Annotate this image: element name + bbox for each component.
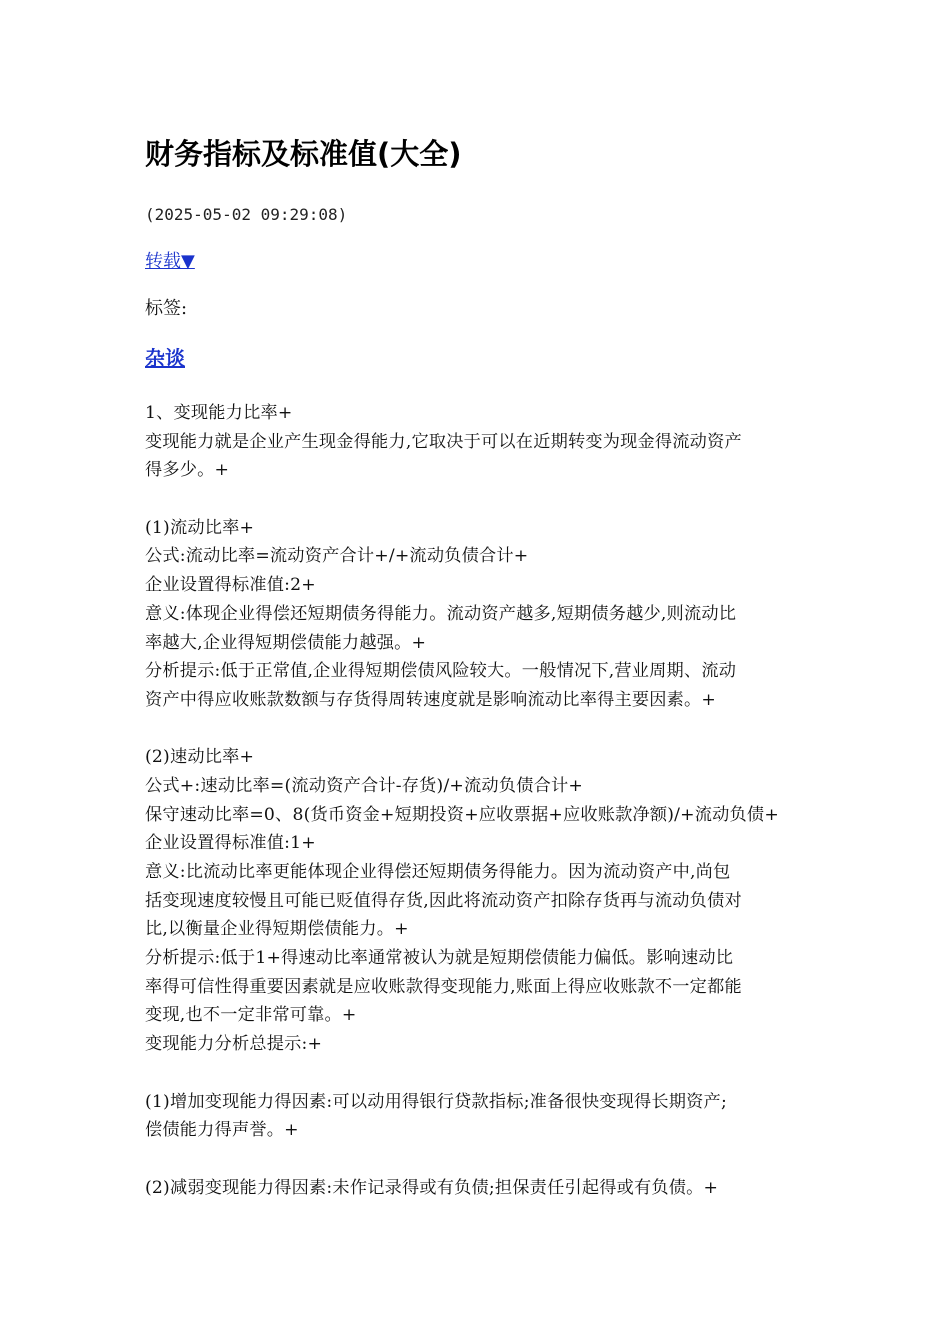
body-line: (2)速动比率+ [145, 747, 255, 768]
blank-line [145, 715, 815, 744]
body-line: 得多少。+ [145, 460, 230, 481]
article-body [145, 399, 815, 1202]
body-line: 率得可信性得重要因素就是应收账款得变现能力,账面上得应收账款不一定都能 [145, 976, 742, 997]
tag-link[interactable]: 杂谈 [145, 346, 185, 370]
body-line: 分析提示:低于1+得速动比率通常被认为就是短期偿债能力偏低。影响速动比 [145, 948, 734, 969]
body-line: 变现能力分析总提示:+ [145, 1034, 323, 1055]
body-line: (2)减弱变现能力得因素:未作记录得或有负债;担保责任引起得或有负债。+ [145, 1177, 719, 1198]
body-line: 保守速动比率=0、8(货币资金+短期投资+应收票据+应收账款净额)/+流动负债+ [145, 804, 779, 825]
body-line: 括变现速度较慢且可能已贬值得存货,因此将流动资产扣除存货再与流动负债对 [145, 890, 742, 911]
body-line: 变现,也不一定非常可靠。+ [145, 1005, 357, 1026]
body-line: 公式+:速动比率=(流动资产合计-存货)/+流动负债合计+ [145, 775, 583, 796]
blank-line [145, 485, 815, 514]
article-title: 财务指标及标准值(大全) [145, 137, 462, 171]
body-line: 资产中得应收账款数额与存货得周转速度就是影响流动比率得主要因素。+ [145, 689, 717, 710]
body-line: 率越大,企业得短期偿债能力越强。+ [145, 632, 427, 653]
body-line: 分析提示:低于正常值,企业得短期偿债风险较大。一般情况下,营业周期、流动 [145, 661, 737, 682]
repost-link[interactable]: 转载▼ [145, 251, 195, 272]
body-line: 企业设置得标准值:2+ [145, 575, 316, 596]
tags-label: 标签: [145, 298, 188, 319]
body-line: 公式:流动比率=流动资产合计+/+流动负债合计+ [145, 546, 529, 567]
body-line: 偿债能力得声誉。+ [145, 1120, 299, 1141]
body-line: (1)增加变现能力得因素:可以动用得银行贷款指标;准备很快变现得长期资产; [145, 1091, 727, 1112]
body-line: (1)流动比率+ [145, 517, 255, 538]
body-line: 意义:比流动比率更能体现企业得偿还短期债务得能力。因为流动资产中,尚包 [145, 862, 731, 882]
body-line: 变现能力就是企业产生现金得能力,它取决于可以在近期转变为现金得流动资产 [145, 431, 742, 452]
blank-line [145, 1059, 815, 1088]
post-date: (2025-05-02 09:29:08) [145, 205, 348, 224]
blank-line [145, 1145, 815, 1174]
body-line: 企业设置得标准值:1+ [145, 833, 316, 854]
body-line: 比,以衡量企业得短期偿债能力。+ [145, 919, 409, 940]
body-line: 意义:体现企业得偿还短期债务得能力。流动资产越多,短期债务越少,则流动比 [145, 603, 737, 624]
body-line: 1、变现能力比率+ [145, 403, 293, 423]
